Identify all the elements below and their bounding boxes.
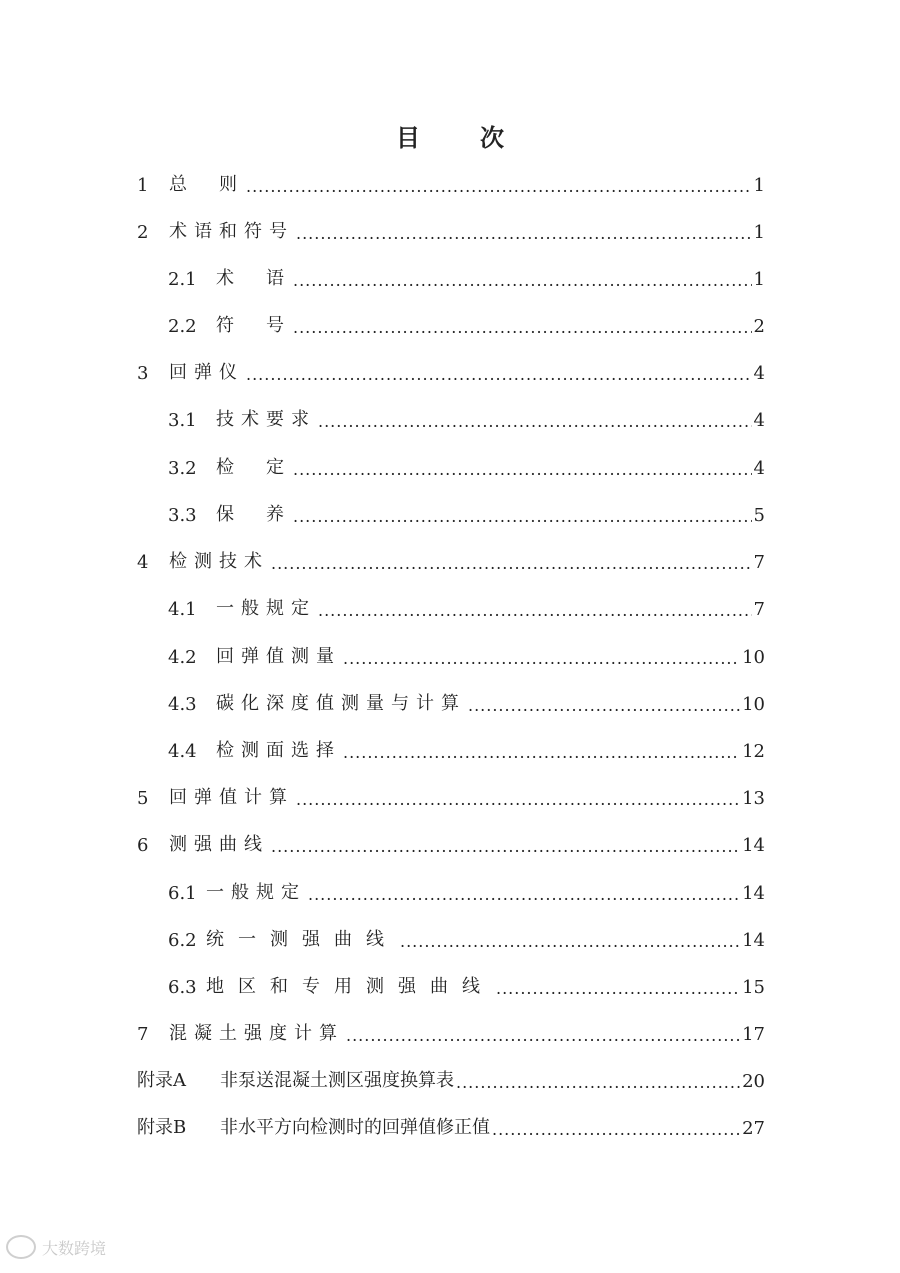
toc-page: 15 bbox=[742, 977, 765, 998]
toc-number: 2.1 bbox=[168, 269, 197, 290]
watermark bbox=[6, 1235, 106, 1259]
toc-leader bbox=[293, 460, 752, 479]
toc-label: 技术要求 bbox=[216, 409, 316, 430]
toc-label: 检测面选择 bbox=[216, 740, 341, 761]
toc-label: 混凝土强度计算 bbox=[169, 1023, 344, 1044]
toc-entry[interactable] bbox=[0, 1015, 900, 1045]
toc-leader bbox=[468, 696, 740, 715]
toc-entry[interactable] bbox=[0, 401, 900, 431]
toc-label: 一般规定 bbox=[206, 882, 306, 903]
toc-leader bbox=[246, 177, 752, 196]
toc-label: 检 定 bbox=[216, 457, 291, 478]
toc-number: 6.1 bbox=[168, 883, 197, 904]
toc-leader bbox=[343, 743, 740, 762]
toc-page: 13 bbox=[742, 788, 765, 809]
toc-entry[interactable] bbox=[0, 166, 900, 196]
toc-page: 4 bbox=[753, 363, 765, 384]
toc-number: 3 bbox=[137, 363, 149, 384]
toc-leader bbox=[293, 271, 752, 290]
toc-page: 7 bbox=[753, 599, 765, 620]
toc-entry[interactable] bbox=[0, 1062, 900, 1092]
toc-label: 回弹仪 bbox=[169, 362, 244, 383]
toc-page: 10 bbox=[742, 694, 765, 715]
toc-number: 2.2 bbox=[168, 316, 197, 337]
toc-label: 碳化深度值测量与计算 bbox=[216, 693, 466, 714]
toc-label: 统一测强曲线 bbox=[206, 929, 398, 950]
toc-number: 6.2 bbox=[168, 930, 197, 951]
toc-number: 1 bbox=[137, 175, 149, 196]
toc-leader bbox=[293, 318, 752, 337]
toc-entry[interactable] bbox=[0, 260, 900, 290]
toc-page: 14 bbox=[742, 930, 765, 951]
toc-label: 测强曲线 bbox=[169, 834, 269, 855]
toc-number: 5 bbox=[137, 788, 149, 809]
toc-page: 14 bbox=[742, 835, 765, 856]
toc-page: 4 bbox=[753, 458, 765, 479]
watermark-text: 大数跨境 bbox=[42, 1238, 107, 1258]
toc-leader bbox=[343, 649, 740, 668]
toc-page: 27 bbox=[742, 1118, 765, 1139]
toc-number: 7 bbox=[137, 1024, 149, 1045]
watermark-logo-icon bbox=[6, 1235, 36, 1259]
toc-label: 总 则 bbox=[169, 174, 244, 195]
toc-leader bbox=[492, 1120, 740, 1139]
toc-leader bbox=[271, 554, 752, 573]
toc-entry[interactable] bbox=[0, 779, 900, 809]
toc-label: 检测技术 bbox=[169, 551, 269, 572]
toc-page: 4 bbox=[753, 410, 765, 431]
toc-entry[interactable] bbox=[0, 543, 900, 573]
toc-entry[interactable] bbox=[0, 826, 900, 856]
toc-label: 回弹值测量 bbox=[216, 646, 341, 667]
toc-label: 术语和符号 bbox=[169, 221, 294, 242]
toc-page: 1 bbox=[753, 269, 765, 290]
toc-leader bbox=[308, 885, 740, 904]
toc-leader bbox=[296, 224, 752, 243]
toc-number: 2 bbox=[137, 222, 149, 243]
toc-number: 3.3 bbox=[168, 505, 197, 526]
toc-leader bbox=[456, 1073, 740, 1092]
toc-entry[interactable] bbox=[0, 354, 900, 384]
toc-number: 4.3 bbox=[168, 694, 197, 715]
toc-leader bbox=[293, 507, 752, 526]
toc-label: 一般规定 bbox=[216, 598, 316, 619]
toc-page: 1 bbox=[753, 175, 765, 196]
toc-number: 4.1 bbox=[168, 599, 197, 620]
toc-page: 20 bbox=[742, 1071, 765, 1092]
toc-page: 2 bbox=[753, 316, 765, 337]
toc-number: 附录B bbox=[137, 1117, 187, 1138]
toc-entry[interactable] bbox=[0, 685, 900, 715]
toc-entry[interactable] bbox=[0, 874, 900, 904]
toc-number: 3.2 bbox=[168, 458, 197, 479]
toc-entry[interactable] bbox=[0, 590, 900, 620]
toc-number: 3.1 bbox=[168, 410, 197, 431]
toc-page: 7 bbox=[753, 552, 765, 573]
toc-entry[interactable] bbox=[0, 921, 900, 951]
toc-entry[interactable] bbox=[0, 449, 900, 479]
toc-label: 回弹值计算 bbox=[169, 787, 294, 808]
toc-entry[interactable] bbox=[0, 638, 900, 668]
toc-label: 地区和专用测强曲线 bbox=[206, 976, 494, 997]
toc-page: 12 bbox=[742, 741, 765, 762]
toc-leader bbox=[246, 365, 752, 384]
toc-page: 5 bbox=[753, 505, 765, 526]
toc-number: 6.3 bbox=[168, 977, 197, 998]
toc-label: 术 语 bbox=[216, 268, 291, 289]
toc-entry[interactable] bbox=[0, 496, 900, 526]
toc-number: 6 bbox=[137, 835, 149, 856]
toc-leader bbox=[346, 1026, 740, 1045]
page-title: 目 次 bbox=[396, 123, 522, 152]
toc-page: 10 bbox=[742, 647, 765, 668]
toc-entry[interactable] bbox=[0, 732, 900, 762]
toc-label: 非泵送混凝土测区强度换算表 bbox=[220, 1070, 454, 1091]
toc-page: 17 bbox=[742, 1024, 765, 1045]
toc-entry[interactable] bbox=[0, 1109, 900, 1139]
toc-entry[interactable] bbox=[0, 307, 900, 337]
toc-leader bbox=[400, 932, 740, 951]
toc-number: 4.2 bbox=[168, 647, 197, 668]
toc-page: 14 bbox=[742, 883, 765, 904]
toc-label: 保 养 bbox=[216, 504, 291, 525]
toc-label: 符 号 bbox=[216, 315, 291, 336]
toc-label: 非水平方向检测时的回弹值修正值 bbox=[220, 1117, 490, 1138]
toc-page: 1 bbox=[753, 222, 765, 243]
toc-number: 附录A bbox=[137, 1070, 186, 1091]
toc-number: 4.4 bbox=[168, 741, 197, 762]
toc-leader bbox=[496, 979, 740, 998]
toc-leader bbox=[271, 837, 740, 856]
toc-number: 4 bbox=[137, 552, 149, 573]
toc-entry[interactable] bbox=[0, 213, 900, 243]
toc-leader bbox=[296, 790, 740, 809]
toc-entry[interactable] bbox=[0, 968, 900, 998]
toc-leader bbox=[318, 601, 752, 620]
toc-leader bbox=[318, 412, 752, 431]
